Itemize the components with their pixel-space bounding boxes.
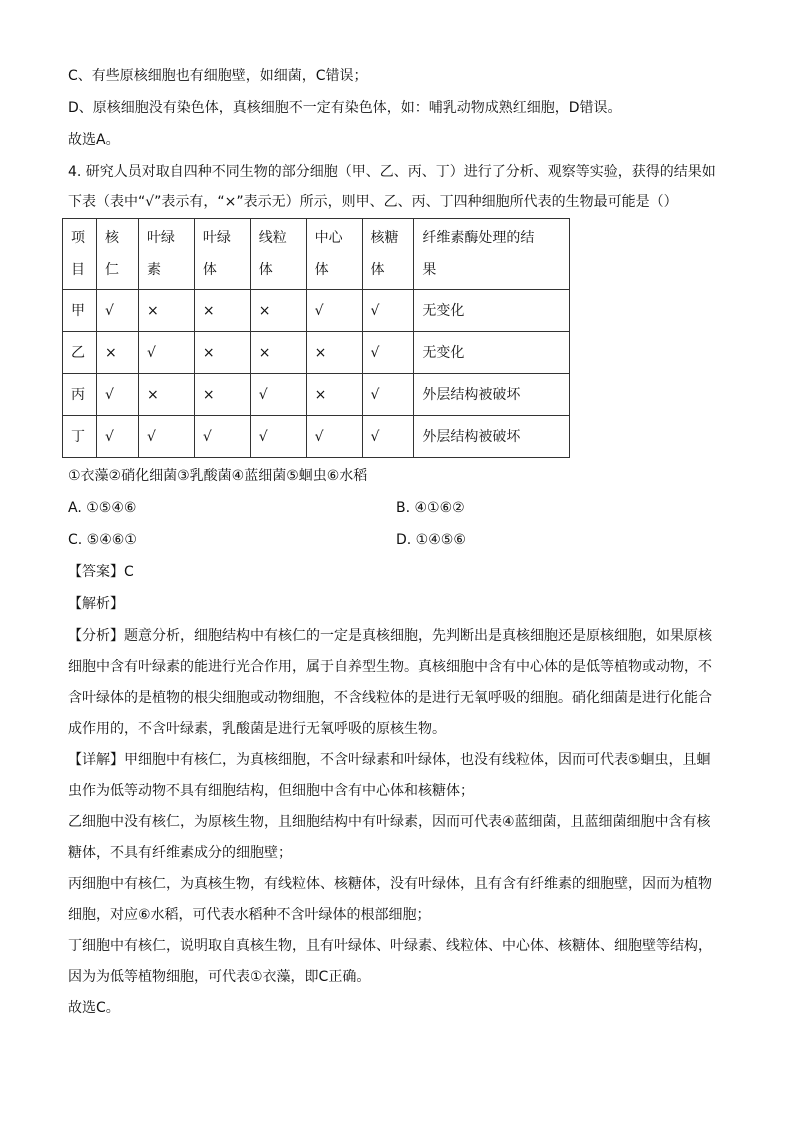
analysis-line: 含叶绿体的是植物的根尖细胞或动物细胞，不含线粒体的是进行无氧呼吸的细胞。硝化细菌是进行化能合	[68, 690, 712, 706]
header-cell: 叶绿 素	[138, 219, 194, 290]
detail-line: 丁细胞中有核仁，说明取自真核生物，且有叶绿体、叶绿素、线粒体、中心体、核糖体、细胞壁等结构，	[68, 938, 712, 954]
header-cell: 纤维素酶处理的结 果	[414, 219, 570, 290]
table-cell: ×	[138, 290, 194, 332]
table-cell: ×	[306, 374, 362, 416]
header-cell: 中心 体	[306, 219, 362, 290]
table-cell: 乙	[63, 332, 97, 374]
prev-conclusion: 故选A。	[68, 132, 120, 148]
results-table	[62, 218, 570, 458]
analysis-line: 成作用的，不含叶绿素，乳酸菌是进行无氧呼吸的原核生物。	[68, 721, 446, 737]
table-cell: √	[138, 332, 194, 374]
table-cell: ×	[194, 374, 250, 416]
table-cell: √	[362, 374, 414, 416]
table-cell: 无变化	[414, 332, 570, 374]
table-cell: ×	[194, 332, 250, 374]
table-row	[63, 290, 570, 332]
table-cell: 丁	[63, 416, 97, 458]
header-cell: 项 目	[63, 219, 97, 290]
table-row	[63, 332, 570, 374]
detail-line: 【详解】甲细胞中有核仁，为真核细胞，不含叶绿素和叶绿体，也没有线粒体，因而可代表⑤蛔虫，且蛔	[68, 752, 711, 768]
table-cell: ×	[250, 290, 306, 332]
table-header-row	[63, 219, 570, 290]
analysis-label: 【解析】	[68, 596, 124, 612]
answer-label: 【答案】C	[68, 564, 134, 580]
table-row	[63, 416, 570, 458]
question-stem-line-1: 4. 研究人员对取自四种不同生物的部分细胞（甲、乙、丙、丁）进行了分析、观察等实验，获得的结果如	[68, 164, 716, 180]
table-cell: ×	[250, 332, 306, 374]
table-cell: 甲	[63, 290, 97, 332]
header-cell: 核 仁	[96, 219, 138, 290]
table-cell: ×	[306, 332, 362, 374]
question-stem-line-2: 下表（表中“√”表示有，“×”表示无）所示，则甲、乙、丙、丁四种细胞所代表的生物最可能是（）	[68, 194, 678, 210]
table-cell: 外层结构被破坏	[414, 374, 570, 416]
table-cell: √	[362, 332, 414, 374]
table-cell: √	[138, 416, 194, 458]
table-cell: √	[306, 290, 362, 332]
analysis-line: 细胞中含有叶绿素的能进行光合作用，属于自养型生物。真核细胞中含有中心体的是低等植物或动物，不	[68, 659, 712, 675]
detail-line: 乙细胞中没有核仁，为原核生物，且细胞结构中有叶绿素，因而可代表④蓝细菌，且蓝细菌细胞中含有核	[68, 814, 711, 830]
option-b: B. ④①⑥②	[396, 500, 465, 516]
table-cell: √	[362, 290, 414, 332]
table-row	[63, 374, 570, 416]
table-cell: ×	[96, 332, 138, 374]
table-cell: ×	[138, 374, 194, 416]
table-cell: √	[306, 416, 362, 458]
detail-line: 因为为低等植物细胞，可代表①衣藻，即C正确。	[68, 969, 371, 985]
table-cell: ×	[194, 290, 250, 332]
detail-line: 细胞，对应⑥水稻，可代表水稻种不含叶绿体的根部细胞；	[68, 907, 431, 923]
table-cell: √	[250, 416, 306, 458]
final-conclusion: 故选C。	[68, 1000, 120, 1016]
table-cell: 无变化	[414, 290, 570, 332]
header-cell: 叶绿 体	[194, 219, 250, 290]
table-cell: √	[250, 374, 306, 416]
table-cell: √	[362, 416, 414, 458]
table-cell: √	[96, 374, 138, 416]
header-cell: 线粒 体	[250, 219, 306, 290]
table-cell: √	[96, 416, 138, 458]
table-cell: 外层结构被破坏	[414, 416, 570, 458]
option-a: A. ①⑤④⑥	[68, 500, 137, 516]
analysis-line: 【分析】题意分析，细胞结构中有核仁的一定是真核细胞，先判断出是真核细胞还是原核细胞，如果原核	[68, 628, 712, 644]
detail-line: 糖体，不具有纤维素成分的细胞壁；	[68, 845, 292, 861]
prev-option-c-text: C、有些原核细胞也有细胞壁，如细菌，C错误；	[68, 68, 368, 84]
table-cell: √	[194, 416, 250, 458]
organism-list: ①衣藻②硝化细菌③乳酸菌④蓝细菌⑤蛔虫⑥水稻	[68, 468, 368, 484]
detail-line: 虫作为低等动物不具有细胞结构，但细胞中含有中心体和核糖体；	[68, 783, 474, 799]
table-cell: 丙	[63, 374, 97, 416]
header-cell: 核糖 体	[362, 219, 414, 290]
option-d: D. ①④⑤⑥	[396, 532, 466, 548]
option-c: C. ⑤④⑥①	[68, 532, 137, 548]
prev-option-d-text: D、原核细胞没有染色体，真核细胞不一定有染色体，如：哺乳动物成熟红细胞，D错误。	[68, 100, 622, 116]
table-cell: √	[96, 290, 138, 332]
detail-line: 丙细胞中有核仁，为真核生物，有线粒体、核糖体，没有叶绿体，且有含有纤维素的细胞壁，因而为植物	[68, 876, 712, 892]
